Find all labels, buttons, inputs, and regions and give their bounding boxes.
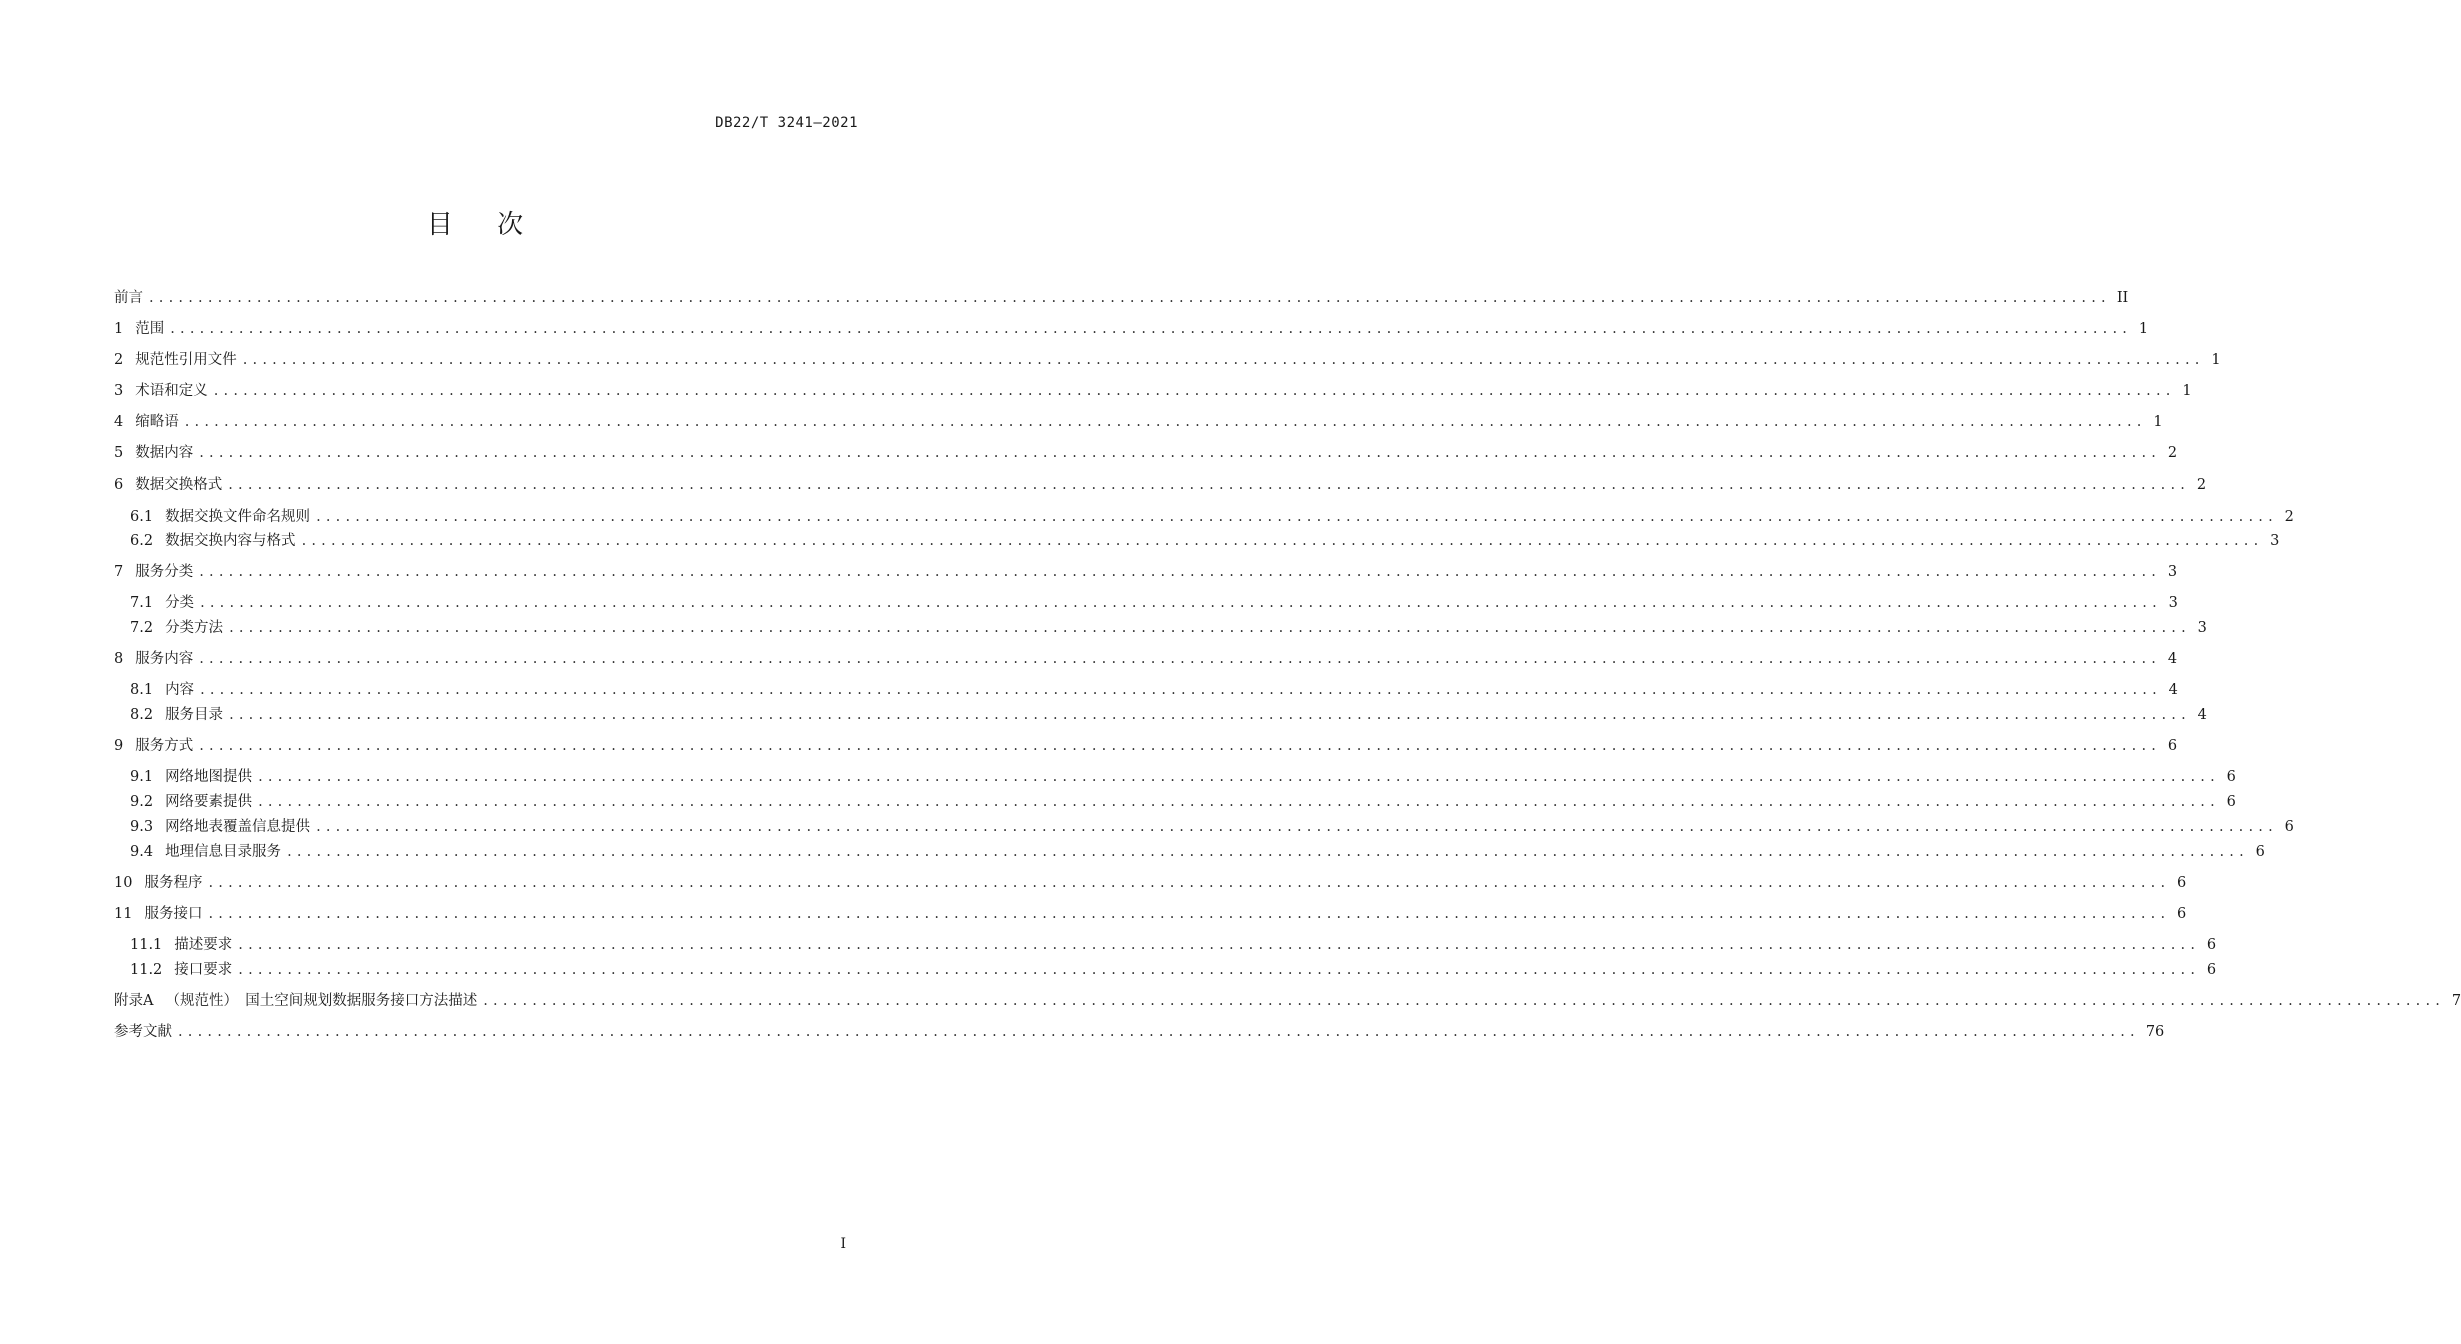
toc-entry-page: 2 <box>2167 445 2178 461</box>
toc-entry-number: 10 <box>114 875 133 891</box>
toc-entry-page: 4 <box>2168 682 2178 698</box>
toc-entry-page: 1 <box>2182 383 2192 399</box>
toc-entry-title: 内容 <box>165 682 195 698</box>
toc-entry-page: 4 <box>2197 707 2207 723</box>
dot-leader: ........................................................................................................................................................................................................ <box>316 819 2278 835</box>
toc-entry[interactable] <box>114 381 2192 401</box>
toc-entry[interactable] <box>130 817 2294 837</box>
toc-entry-title: 接口要求 <box>174 962 233 978</box>
toc-entry-title: 前言 <box>114 290 143 306</box>
toc-entry-page: 6 <box>2255 844 2265 860</box>
toc-entry-number: 8.1 <box>130 682 154 698</box>
toc-entry-page: 6 <box>2177 875 2187 891</box>
page-title: 目 次 <box>426 210 542 240</box>
toc-entry-title: 范围 <box>135 321 165 337</box>
toc-entry[interactable] <box>130 618 2207 638</box>
toc-entry-title: 服务程序 <box>144 875 203 891</box>
toc-entry-title: 地理信息目录服务 <box>165 844 282 860</box>
toc-entry-page: 2 <box>2284 509 2294 525</box>
toc-entry-title: 网络地表覆盖信息提供 <box>165 819 311 835</box>
dot-leader: ........................................................................................................................................................................................................ <box>208 875 2171 891</box>
toc-entry-page: 6 <box>2177 906 2187 922</box>
toc-entry-number: 6.2 <box>130 533 154 549</box>
toc-entry[interactable] <box>130 767 2236 787</box>
toc-entry[interactable] <box>114 319 2149 339</box>
toc-entry-number: 3 <box>114 383 124 399</box>
toc-entry-number: 7 <box>114 564 124 580</box>
toc-entry-number: 2 <box>114 352 124 368</box>
toc-entry-number: 11.1 <box>130 937 163 953</box>
toc-entry-number: 5 <box>114 445 124 461</box>
toc-entry-title: 服务分类 <box>135 564 194 580</box>
toc-entry-title: （规范性） 国土空间规划数据服务接口方法描述 <box>165 993 478 1009</box>
dot-leader: ........................................................................................................................................................................................................ <box>287 844 2249 860</box>
toc-entry-page: II <box>2116 290 2129 306</box>
toc-entry-number: 附录A <box>114 993 154 1009</box>
toc-entry-page: 6 <box>2206 937 2217 953</box>
table-of-contents <box>114 0 2461 1344</box>
toc-entry-title: 服务方式 <box>135 738 194 754</box>
toc-entry-title: 参考文献 <box>114 1024 172 1040</box>
toc-entry-number: 11 <box>114 906 133 922</box>
toc-entry-number: 7.1 <box>130 595 154 611</box>
toc-entry-number: 11.2 <box>130 962 163 978</box>
toc-entry-number: 9.4 <box>130 844 154 860</box>
dot-leader: ........................................................................................................................................................................................................ <box>301 533 2264 549</box>
dot-leader: ........................................................................................................................................................................................................ <box>199 651 2162 667</box>
dot-leader: ........................................................................................................................................................................................................ <box>483 993 2446 1009</box>
toc-entry[interactable] <box>114 904 2187 924</box>
dot-leader: ........................................................................................................................................................................................................ <box>178 1024 2140 1040</box>
toc-entry-number: 6.1 <box>130 509 154 525</box>
toc-entry-page: 3 <box>2197 620 2207 636</box>
toc-entry-number: 7.2 <box>130 620 154 636</box>
dot-leader: ........................................................................................................................................................................................................ <box>228 477 2191 493</box>
dot-leader: ........................................................................................................................................................................................................ <box>316 509 2278 525</box>
dot-leader: ........................................................................................................................................................................................................ <box>229 620 2191 636</box>
toc-entry[interactable] <box>130 842 2265 862</box>
toc-entry-page: 4 <box>2167 651 2178 667</box>
toc-entry-title: 数据交换格式 <box>135 477 223 493</box>
dot-leader: ........................................................................................................................................................................................................ <box>199 738 2162 754</box>
toc-entry-title: 规范性引用文件 <box>135 352 237 368</box>
dot-leader: ........................................................................................................................................................................................................ <box>238 962 2201 978</box>
toc-entry-page: 6 <box>2226 769 2236 785</box>
dot-leader: ........................................................................................................................................................................................................ <box>238 937 2201 953</box>
page-number: I <box>840 1236 846 1252</box>
toc-entry[interactable] <box>130 507 2294 527</box>
toc-entry[interactable] <box>114 991 2461 1011</box>
toc-entry[interactable] <box>130 680 2178 700</box>
toc-entry[interactable] <box>114 873 2187 893</box>
toc-entry-title: 服务目录 <box>165 707 224 723</box>
toc-entry-page: 6 <box>2167 738 2178 754</box>
dot-leader: ........................................................................................................................................................................................................ <box>229 707 2191 723</box>
toc-entry[interactable] <box>130 935 2217 955</box>
document-code: DB22/T 3241—2021 <box>715 115 858 131</box>
toc-entry-title: 分类方法 <box>165 620 224 636</box>
toc-entry-number: 9.1 <box>130 769 154 785</box>
toc-entry-number: 8.2 <box>130 707 154 723</box>
toc-entry[interactable] <box>130 960 2217 980</box>
toc-entry-title: 数据交换内容与格式 <box>165 533 296 549</box>
dot-leader: ........................................................................................................................................................................................................ <box>200 682 2162 698</box>
dot-leader: ........................................................................................................................................................................................................ <box>170 321 2133 337</box>
dot-leader: ........................................................................................................................................................................................................ <box>199 564 2162 580</box>
toc-entry-title: 术语和定义 <box>135 383 208 399</box>
toc-entry-number: 6 <box>114 477 124 493</box>
dot-leader: ........................................................................................................................................................................................................ <box>258 794 2220 810</box>
toc-entry[interactable] <box>114 562 2178 582</box>
toc-entry-title: 服务内容 <box>135 651 194 667</box>
dot-leader: ........................................................................................................................................................................................................ <box>149 290 2111 306</box>
toc-entry-page: 3 <box>2270 533 2280 549</box>
toc-entry[interactable] <box>114 443 2178 463</box>
toc-entry-title: 网络地图提供 <box>165 769 253 785</box>
toc-entry-page: 3 <box>2168 595 2178 611</box>
toc-entry[interactable] <box>114 736 2178 756</box>
toc-entry-title: 描述要求 <box>174 937 233 953</box>
toc-entry-page: 1 <box>2153 414 2163 430</box>
dot-leader: ........................................................................................................................................................................................................ <box>242 352 2205 368</box>
dot-leader: ........................................................................................................................................................................................................ <box>184 414 2147 430</box>
toc-entry-number: 9.3 <box>130 819 154 835</box>
toc-entry[interactable] <box>130 705 2207 725</box>
toc-entry[interactable] <box>114 1022 2165 1042</box>
toc-entry[interactable] <box>130 593 2178 613</box>
dot-leader: ........................................................................................................................................................................................................ <box>200 595 2162 611</box>
toc-entry-number: 4 <box>114 414 124 430</box>
toc-entry-page: 7 <box>2451 993 2461 1009</box>
dot-leader: ........................................................................................................................................................................................................ <box>199 445 2162 461</box>
toc-entry-title: 分类 <box>165 595 195 611</box>
toc-entry-page: 1 <box>2211 352 2221 368</box>
toc-entry[interactable] <box>130 792 2236 812</box>
toc-entry-page: 6 <box>2284 819 2294 835</box>
toc-entry[interactable] <box>130 531 2280 551</box>
dot-leader: ........................................................................................................................................................................................................ <box>258 769 2220 785</box>
toc-entry[interactable] <box>114 475 2207 495</box>
toc-entry-title: 服务接口 <box>144 906 203 922</box>
toc-entry-page: 3 <box>2167 564 2178 580</box>
toc-entry-number: 8 <box>114 651 124 667</box>
dot-leader: ........................................................................................................................................................................................................ <box>208 906 2171 922</box>
toc-entry-page: 6 <box>2206 962 2217 978</box>
toc-entry-page: 1 <box>2138 321 2149 337</box>
toc-entry-page: 76 <box>2145 1024 2165 1040</box>
toc-entry[interactable] <box>114 649 2178 669</box>
toc-entry-title: 缩略语 <box>135 414 179 430</box>
toc-entry[interactable] <box>114 288 2129 308</box>
toc-entry-title: 网络要素提供 <box>165 794 253 810</box>
toc-entry-page: 2 <box>2196 477 2207 493</box>
toc-entry-number: 9 <box>114 738 124 754</box>
toc-entry-number: 1 <box>114 321 124 337</box>
toc-entry-number: 9.2 <box>130 794 154 810</box>
toc-entry-title: 数据交换文件命名规则 <box>165 509 311 525</box>
toc-entry[interactable] <box>114 350 2221 370</box>
toc-entry[interactable] <box>114 412 2163 432</box>
dot-leader: ........................................................................................................................................................................................................ <box>213 383 2176 399</box>
toc-entry-title: 数据内容 <box>135 445 194 461</box>
toc-entry-page: 6 <box>2226 794 2236 810</box>
